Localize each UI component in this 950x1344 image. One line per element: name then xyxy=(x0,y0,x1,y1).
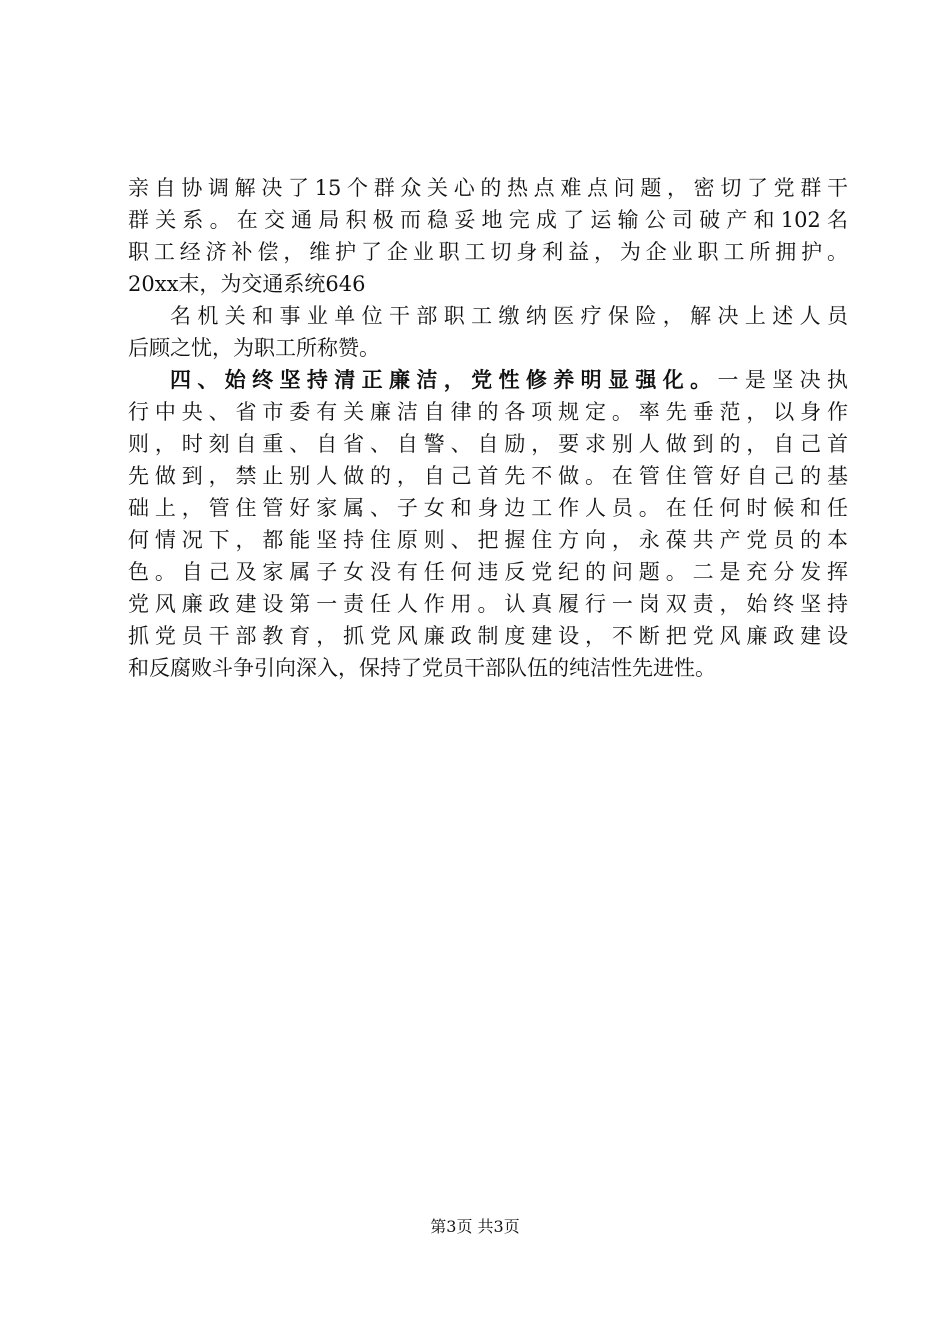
text-line: 党风廉政建设第一责任人作用。认真履行一岗双责，始终坚持 xyxy=(128,592,848,616)
text-line: 先做到，禁止别人做的，自己首先不做。在管住管好自己的基 xyxy=(128,464,848,488)
text-line: 职工经济补偿，维护了企业职工切身利益，为企业职工所拥护。 xyxy=(128,240,848,264)
text-line: 后顾之忧，为职工所称赞。 xyxy=(128,336,380,360)
section-heading: 四、始终坚持清正廉洁，党性修养明显强化。 xyxy=(170,367,718,392)
page-footer: 第3页 共3页 xyxy=(430,1217,520,1236)
document-body xyxy=(128,172,848,684)
text-line: 抓党员干部教育，抓党风廉政制度建设，不断把党风廉政建设 xyxy=(128,624,848,648)
text-line: 行中央、省市委有关廉洁自律的各项规定。率先垂范，以身作 xyxy=(128,400,848,424)
text-line: 和反腐败斗争引向深入，保持了党员干部队伍的纯洁性先进性。 xyxy=(128,656,716,680)
text-line: 20xx末，为交通系统646 xyxy=(128,272,366,296)
text-line: 何情况下，都能坚持住原则、把握住方向，永葆共产党员的本 xyxy=(128,528,848,552)
section-heading-line xyxy=(128,364,848,396)
text-line: 亲自协调解决了15个群众关心的热点难点问题，密切了党群干 xyxy=(128,176,848,200)
section-heading-continuation: 一是坚决执 xyxy=(717,368,848,392)
text-line: 础上，管住管好家属、子女和身边工作人员。在任何时候和任 xyxy=(128,496,848,520)
text-line: 名机关和事业单位干部职工缴纳医疗保险，解决上述人员 xyxy=(170,304,848,328)
text-line: 色。自己及家属子女没有任何违反党纪的问题。二是充分发挥 xyxy=(128,560,848,584)
text-line: 则，时刻自重、自省、自警、自励，要求别人做到的，自己首 xyxy=(128,432,848,456)
text-line: 群关系。在交通局积极而稳妥地完成了运输公司破产和102名 xyxy=(128,208,848,232)
